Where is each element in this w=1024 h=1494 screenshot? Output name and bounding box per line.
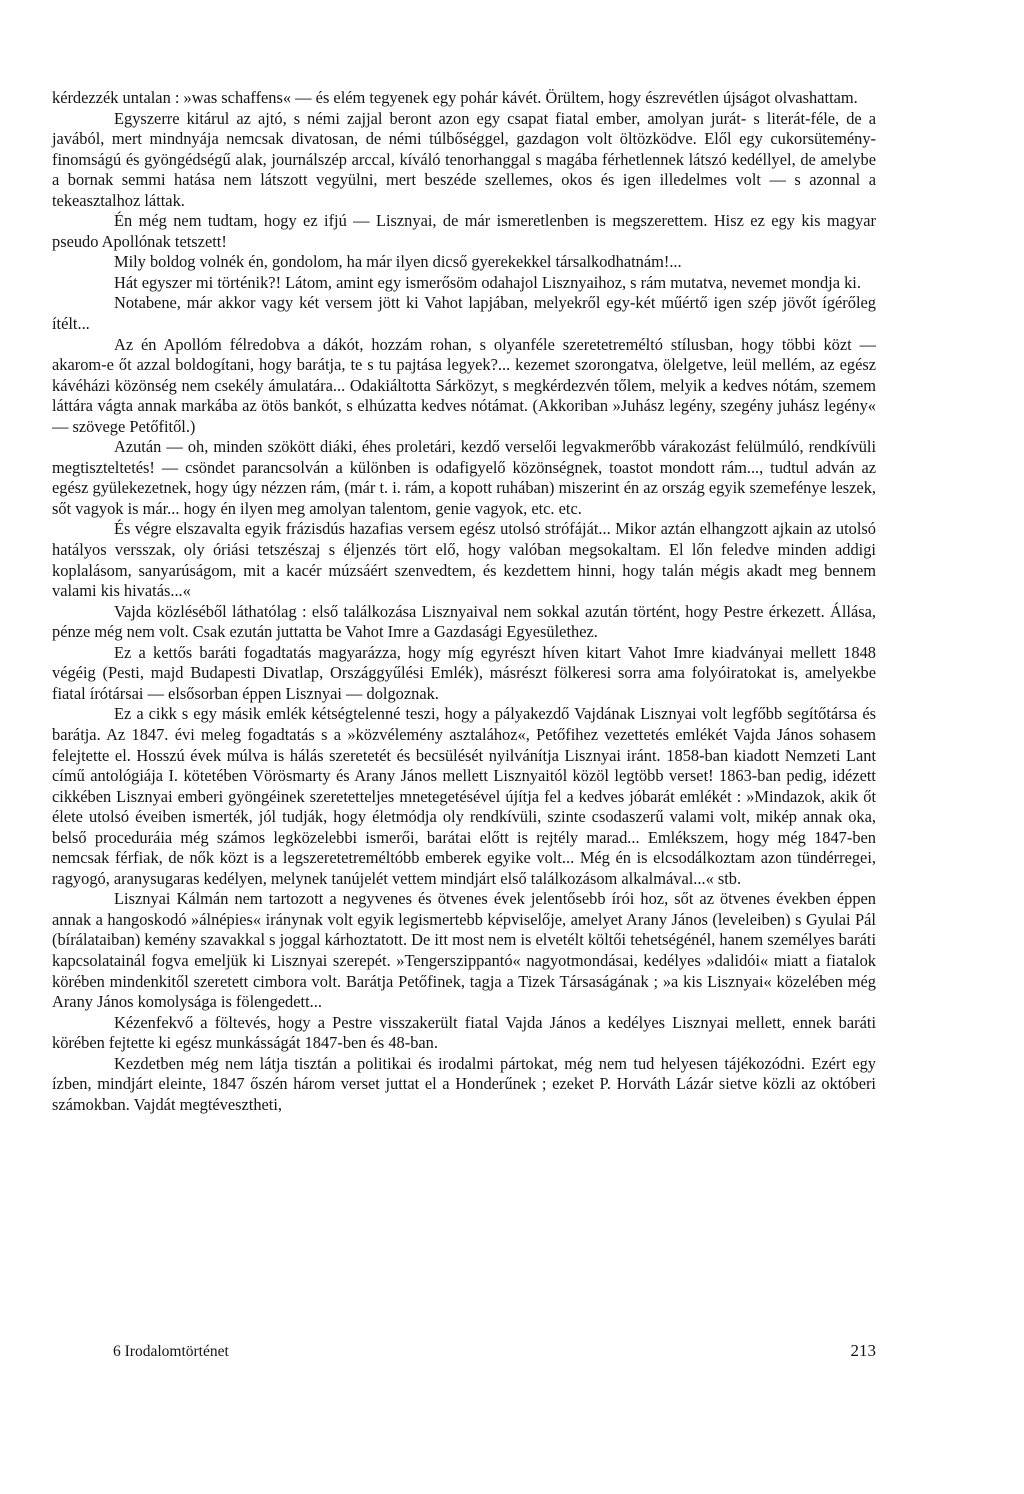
paragraph: Mily boldog volnék én, gondolom, ha már ilyen dicső gyerekekkel társalkodhatnám!... bbox=[114, 252, 682, 272]
paragraph: Kézenfekvő a föltevés, hogy a Pestre visszakerült fiatal Vajda János a kedélyes Lisznyai mellett, ennek baráti körében fejtette ki egész munkásságát 1847-ben és 48-ban. bbox=[52, 1012, 876, 1053]
paragraph: Lisznyai Kálmán nem tartozott a negyvenes és ötvenes évek jelentősebb írói hoz, sőt az ötvenes években éppen annak a hangoskodó »álnépies« iránynak volt egyik legismertebb képviselője, amelyet Arany János (leveleiben) s Gyulai Pál (bírálataiban) kemény szavakkal s joggal kárhoztatott. De itt most nem is elvetélt költői tehetségénél, hanem személyes baráti kapcsolatainál fogva emeljük ki Lisznyai szerepét. »Tengerszippantó« nagyotmondásai, kedélyes »dalidói« miatt a fiatalok körében mindenkitől szeretett cimbora volt. Barátja Petőfinek, tagja a Tizek Társaságának ; »a kis Lisznyai« közelében még Arany János komolysága is fölengedett... bbox=[52, 889, 876, 1012]
paragraph: Én még nem tudtam, hogy ez ifjú — Lisznyai, de már ismeretlenben is megszerettem. Hisz ez egy kis magyar pseudo Apollónak tetszett! bbox=[52, 211, 876, 251]
paragraph: Azután — oh, minden szökött diáki, éhes proletári, kezdő verselői legvakmerőbb várakozást felülmúló, rendkívüli megtiszteltetés! — csöndet parancsolván a különben is odafigyelő közönségnek, toastot mondott rám..., tudtul adván az egész gyülekezetnek, hogy úgy nézzen rám, (már t. i. rám, a kopott ruhában) miszerint én az ország egyik szemefénye leszek, sőt vagyok is már... hogy én ilyen meg amolyan talentom, genie vagyok, etc. etc. bbox=[52, 437, 876, 518]
paragraph: kérdezzék untalan : »was schaffens« — és elém tegyenek egy pohár kávét. Örültem, hogy észrevétlen újságot olvashattam. bbox=[52, 88, 858, 107]
paragraph: Ez a cikk s egy másik emlék kétségtelenné teszi, hogy a pályakezdő Vajdának Lisznyai volt legfőbb segítőtársa és barátja. Az 1847. évi meleg fogadtatás s a »közvélemény asztalához«, Petőfihez vezettetés emlékét Vajda János sohasem felejtette el. Hosszú évek múlva is hálás szeretetét és becsülését nyilvánítja Lisznyai iránt. 1858-ban kiadott Nemzeti Lant című antológiája I. kötetében Vörösmarty és Arany János mellett Lisznyaitól közöl legtöbb verset! 1863-ban pedig, idézett cikkében Lisznyai emberi gyöngéinek szeretetteljes mnetegetésével újítja fel a kedves jóbarát emlékét : »Mindazok, akik őt élete utolsó éveiben ismerték, jól tudják, hogy életmódja oly rendkívüli, szinte csodaszerű valami volt, mikép annak oka, belső proceduráia még számos legközelebbi ismerői, barátai előtt is rejtély marad... Emlékszem, hogy még 1847-ben nemcsak férfiak, de nők közt is a legszeretetreméltóbb emberek egyike volt... Még én is elcsodálkoztam azon tündérregei, ragyogó, aranysugaras kedélyen, melynek tanújelét vettem mindjárt első találkozásom alkalmával...« stb. bbox=[52, 704, 876, 888]
page-number: 213 bbox=[850, 1341, 876, 1360]
body-text bbox=[52, 88, 876, 1115]
paragraph: Egyszerre kitárul az ajtó, s némi zajjal beront azon egy csapat fiatal ember, amolyan jurát- s literát-féle, de a javából, mert mindnyája nemcsak divatosan, de némi túlbőséggel, gazdagon volt öltözködve. Elől egy cukorsütemény-finomságú és gyöngédségű alak, journálszép arccal, kíváló tenorhanggal s magába férhetlennek látszó kedéllyel, de amelybe a bornak semmi hatása nem látszott vegyülni, mert beszéde szellemes, okos és igen illedelmes volt — s azonnal a tekeasztalhoz láttak. bbox=[52, 108, 876, 210]
paragraph: Notabene, már akkor vagy két versem jött ki Vahot lapjában, melyekről egy-két műértő igen szép jövőt ígérőleg ítélt... bbox=[52, 293, 876, 334]
paragraph: Vajda közléséből láthatólag : első találkozása Lisznyaival nem sokkal azután történt, hogy Pestre érkezett. Állása, pénze még nem volt. Csak ezután juttatta be Vahot Imre a Gazdasági Egyesülethez. bbox=[52, 601, 876, 642]
signature-mark: 6 Irodalomtörténet bbox=[113, 1343, 229, 1360]
paragraph: Az én Apollóm félredobva a dákót, hozzám rohan, s olyanféle szeretetreméltó stílusban, hogy többi közt — akarom-e őt azzal boldogítani, hogy barátja, te s tu pajtása legyek?... kezemet szorongatva, ölelgetve, leül mellém, az egész kávéházi közönség nem csekély ámulatára... Odakiáltotta Sárközyt, s megkérdezvén tőlem, melyik a kedves nótám, szemem láttára vágta annak markába az ötös bankót, s elhúzatta kedves nótámat. (Akkoriban »Juhász legény, szegény juhász legény« — szövege Petőfitől.) bbox=[52, 334, 876, 436]
paragraph: Ez a kettős baráti fogadtatás magyarázza, hogy míg egyrészt híven kitart Vahot Imre kiadványai mellett 1848 végéig (Pesti, majd Budapesti Divatlap, Országgyűlési Emlék), másrészt fölkeresi sorra ama folyóiratokat is, amelyekbe fiatal írótársai — elsősorban éppen Lisznyai — dolgoznak. bbox=[52, 642, 876, 703]
paragraph: És végre elszavalta egyik frázisdús hazafias versem egész utolsó strófáját... Mikor aztán elhangzott ajkain az utolsó hatályos versszak, oly óriási tetszészaj s éljenzés tört elő, hogy valóban megsokaltam. El lőn feledve minden addigi koplalásom, sanyarúságom, mit a kacér múzsáért szenvedtem, és kezdettem hinni, hogy talán mégis akadt meg bennem valami kis hivatás...« bbox=[52, 519, 876, 601]
paragraph: Kezdetben még nem látja tisztán a politikai és irodalmi pártokat, még nem tud helyesen tájékozódni. Ezért egy ízben, mindjárt eleinte, 1847 őszén három verset juttat el a Honderűnek ; ezeket P. Horváth Lázár sietve közli az októberi számokban. Vajdát megtévesztheti, bbox=[52, 1053, 876, 1114]
paragraph: Hát egyszer mi történik?! Látom, amint egy ismerősöm odahajol Lisznyaihoz, s rám mutatva, nevemet mondja ki. bbox=[114, 272, 861, 292]
